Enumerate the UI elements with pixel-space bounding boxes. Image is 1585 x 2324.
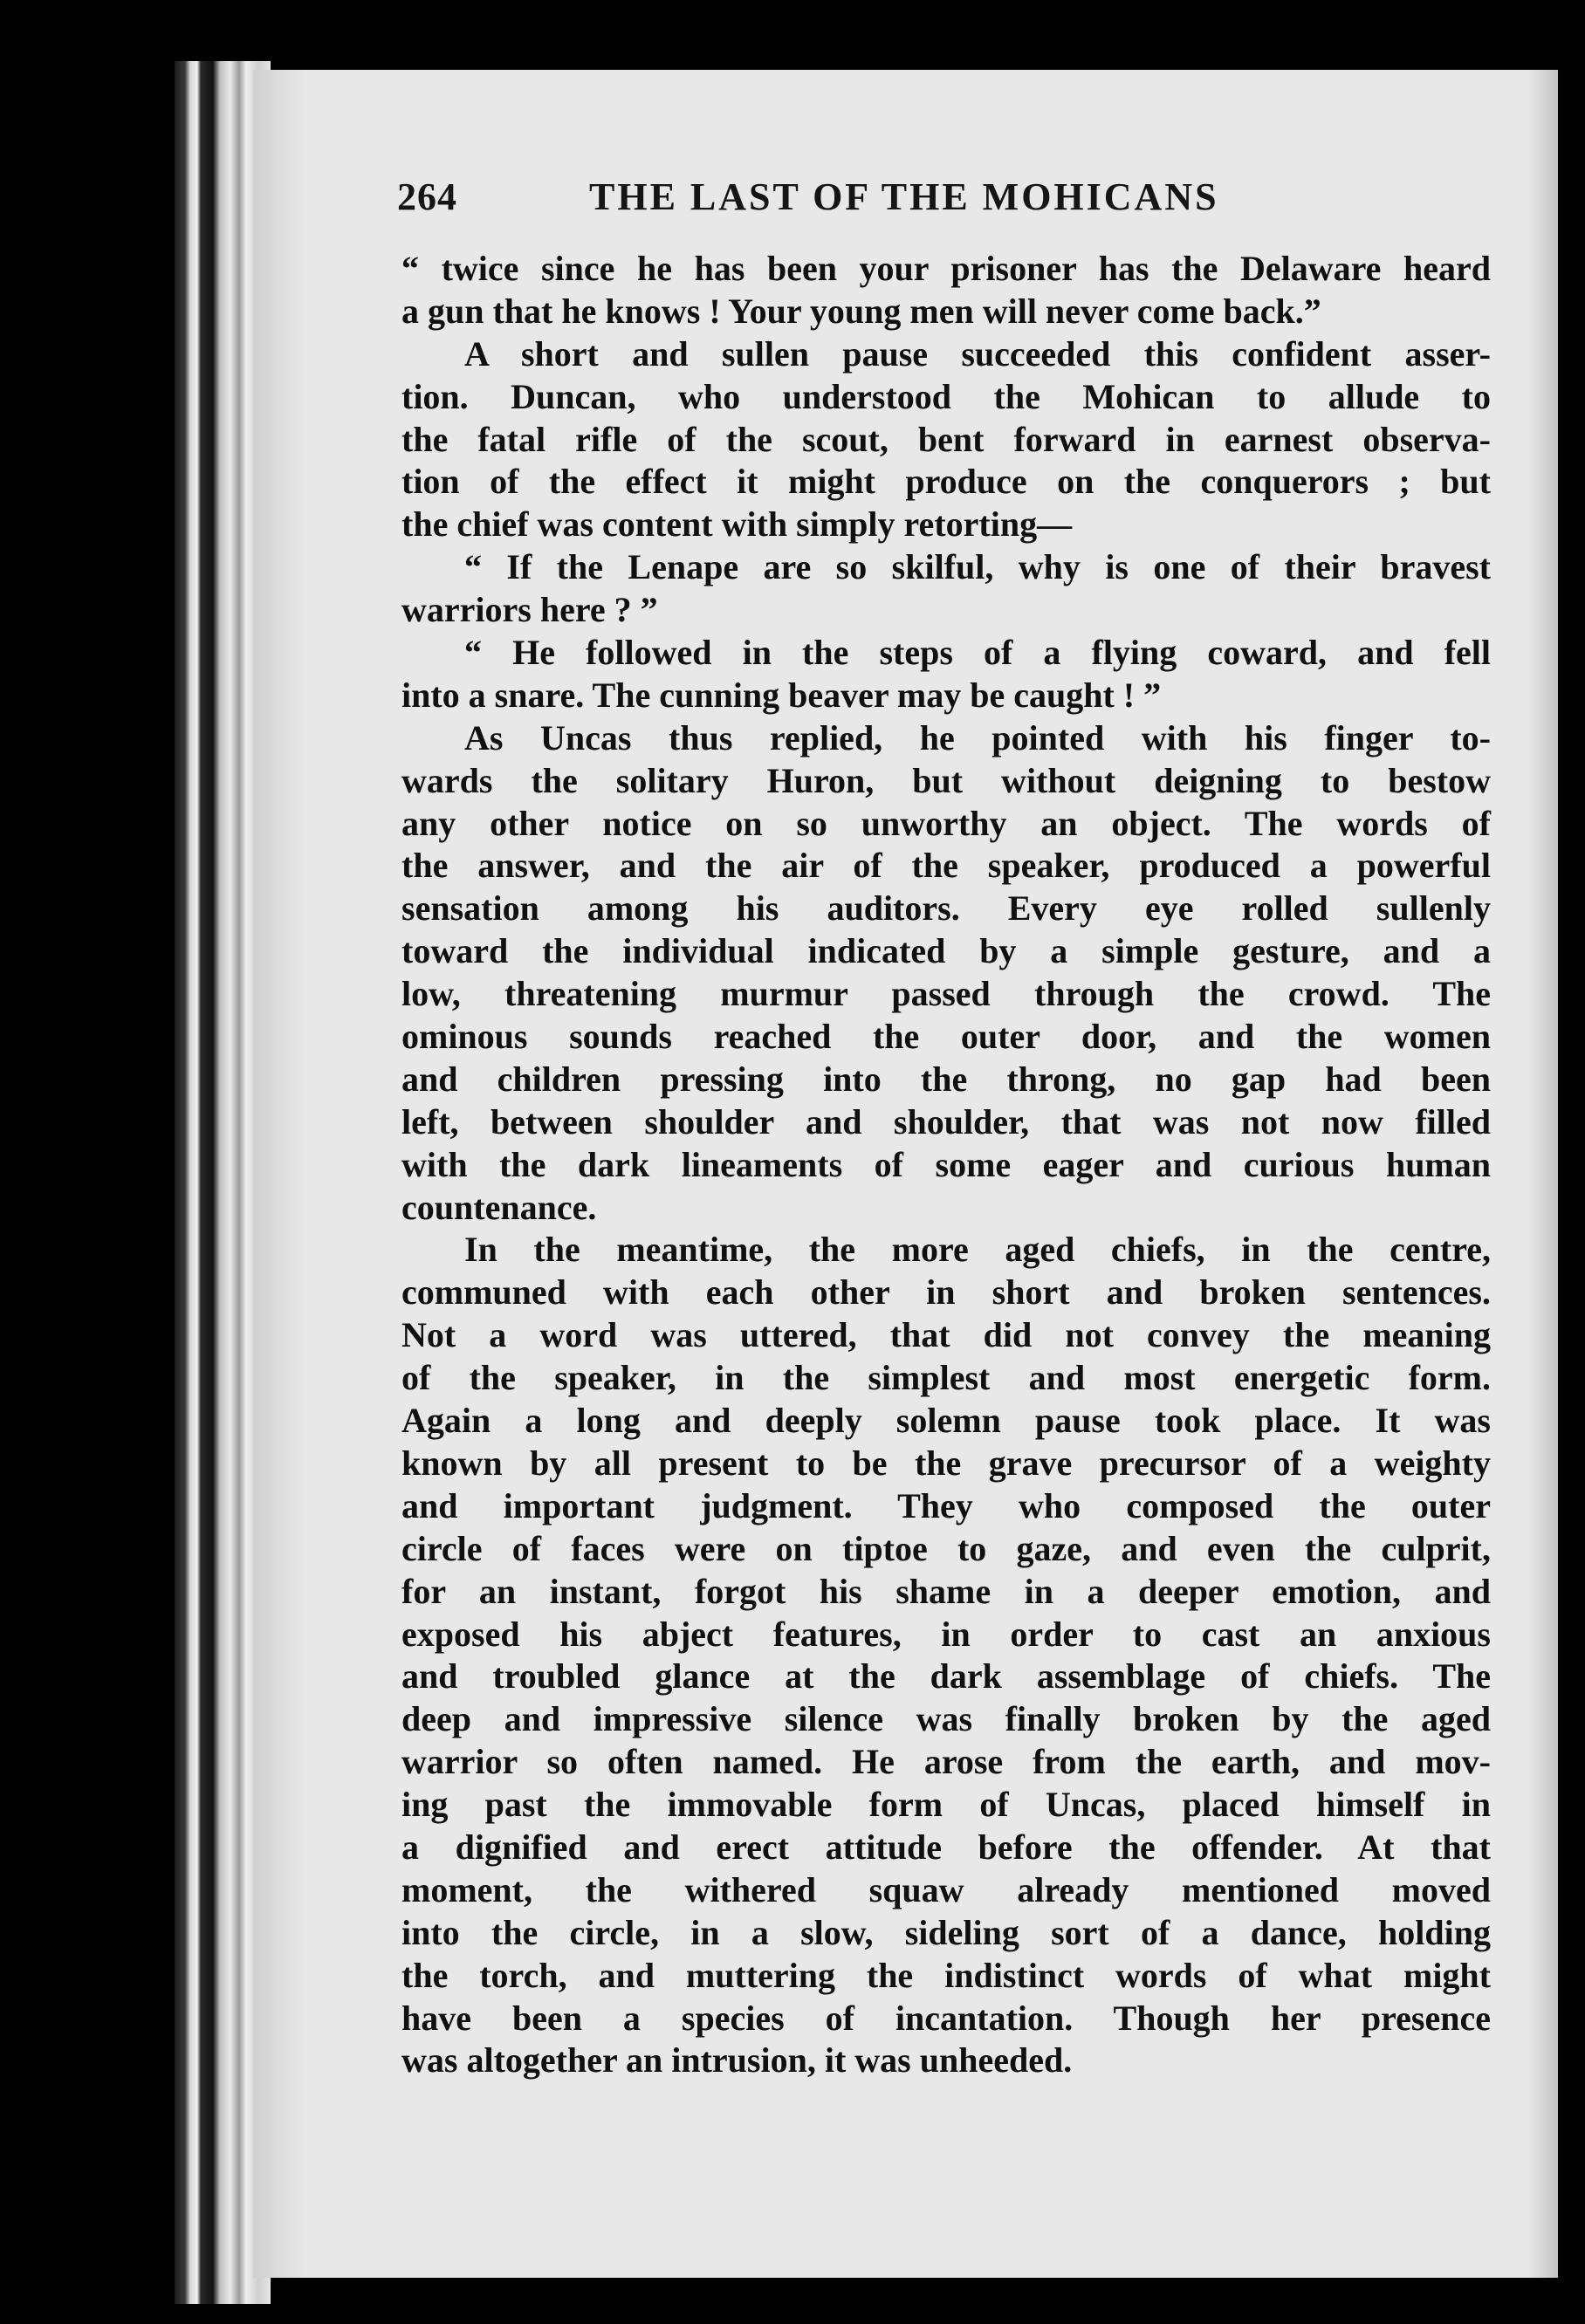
text-line: deep and impressive silence was finally broken by the aged [401, 1699, 1491, 1739]
text-line: tion. Duncan, who understood the Mohican to allude to [401, 376, 1491, 416]
text-line: ominous sounds reached the outer door, and the women [401, 1017, 1491, 1057]
text-line: countenance. [401, 1187, 597, 1227]
text-line: the fatal rifle of the scout, bent forward in earnest observa- [401, 419, 1491, 459]
text-line: “ twice since he has been your prisoner has the Delaware heard [401, 249, 1491, 288]
page-edge-shadow [1558, 52, 1585, 2324]
text-line: left, between shoulder and shoulder, that was not now filled [401, 1101, 1491, 1141]
text-line: into a snare. The cunning beaver may be caught ! ” [401, 675, 1162, 715]
text-line: have been a species of incantation. Though her presence [401, 1998, 1491, 2038]
text-line: and troubled glance at the dark assemblage of chiefs. The [401, 1656, 1491, 1697]
text-line: was altogether an intrusion, it was unheeded. [401, 2040, 1073, 2081]
text-line: into the circle, in a slow, sideling sort of a dance, holding [401, 1912, 1491, 1952]
text-line: the answer, and the air of the speaker, produced a powerful [401, 846, 1491, 886]
book-title: THE LAST OF THE MOHICANS [589, 175, 1219, 218]
text-line: A short and sullen pause succeeded this confident asser- [464, 333, 1491, 374]
text-line: tion of the effect it might produce on the conquerors ; but [401, 462, 1491, 502]
text-line: and children pressing into the throng, no gap had been [401, 1059, 1491, 1099]
text-line: Again a long and deeply solemn pause took place. It was [401, 1401, 1491, 1441]
text-line: “ If the Lenape are so skilful, why is one of their bravest [464, 547, 1491, 587]
text-line: wards the solitary Huron, but without deigning to bestow [401, 760, 1491, 800]
running-head [397, 175, 1514, 236]
text-line: warrior so often named. He arose from the earth, and mov- [401, 1742, 1491, 1782]
text-line: of the speaker, in the simplest and most energetic form. [401, 1358, 1491, 1398]
text-line: exposed his abject features, in order to cast an anxious [401, 1614, 1491, 1654]
text-line: the chief was content with simply retorting— [401, 504, 1073, 545]
text-line: for an instant, forgot his shame in a deeper emotion, and [401, 1571, 1491, 1611]
text-line: ing past the immovable form of Uncas, placed himself in [401, 1785, 1491, 1825]
text-line: “ He followed in the steps of a flying coward, and fell [464, 633, 1491, 673]
text-line: with the dark lineaments of some eager and curious human [401, 1144, 1491, 1184]
text-line: In the meantime, the more aged chiefs, in the centre, [464, 1230, 1491, 1270]
text-line: a dignified and erect attitude before the offender. At that [401, 1827, 1491, 1867]
text-line: toward the individual indicated by a simple gesture, and a [401, 931, 1491, 971]
text-line: moment, the withered squaw already mentioned moved [401, 1869, 1491, 1909]
text-line: and important judgment. They who composed the outer [401, 1485, 1491, 1525]
text-line: known by all present to be the grave precursor of a weighty [401, 1443, 1491, 1483]
body-text [401, 248, 1491, 2082]
text-line: any other notice on so unworthy an object. The words of [401, 803, 1491, 843]
text-line: communed with each other in short and broken sentences. [401, 1272, 1491, 1313]
text-line: Not a word was uttered, that did not convey the meaning [401, 1315, 1491, 1355]
text-line: sensation among his auditors. Every eye rolled sullenly [401, 888, 1491, 929]
text-line: the torch, and muttering the indistinct words of what might [401, 1955, 1491, 1995]
text-line: low, threatening murmur passed through the crowd. The [401, 974, 1491, 1014]
text-line: a gun that he knows ! Your young men will never come back.” [401, 291, 1321, 331]
page-number: 264 [397, 175, 457, 218]
text-line: warriors here ? ” [401, 590, 658, 630]
text-line: As Uncas thus replied, he pointed with his finger to- [464, 717, 1491, 758]
text-line: circle of faces were on tiptoe to gaze, and even the culprit, [401, 1528, 1491, 1568]
